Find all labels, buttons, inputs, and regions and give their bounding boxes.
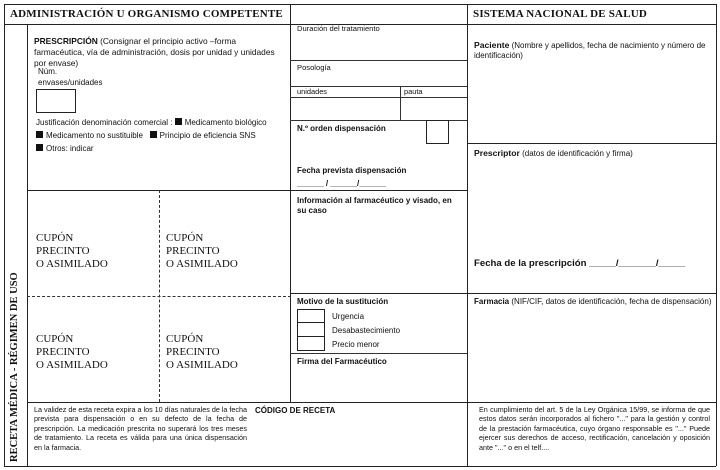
checkbox-eficiencia[interactable] (150, 131, 157, 138)
expected-date-blank[interactable]: ______ / ______/______ (297, 179, 386, 188)
coupon-top-right: CUPÓN PRECINTO O ASIMILADO (166, 232, 238, 270)
num-label: Núm. (38, 67, 58, 76)
other-row (36, 144, 94, 154)
option-eficiencia: Principio de eficiencia SNS (159, 131, 256, 140)
prescription-date-row (474, 259, 685, 269)
patient-section (474, 40, 710, 61)
checkbox-no-sustituible[interactable] (36, 131, 43, 138)
prescription-section (34, 36, 286, 69)
dispensation-order-input[interactable] (426, 120, 449, 144)
envases-label: envases/unidades (38, 78, 103, 87)
prescriber-details: (datos de identificación y firma) (522, 149, 633, 158)
justification-label: Justificación denominación comercial : (36, 118, 173, 127)
prescription-code-label: CÓDIGO DE RECETA (255, 406, 336, 415)
checkbox-otros[interactable] (36, 144, 43, 151)
pharmacy-section (474, 297, 712, 307)
substitution-title: Motivo de la sustitución (297, 297, 389, 306)
validity-text: La validez de esta receta expira a los 10 días naturales de la fecha prevista para dispensación o en su defecto de la fecha de prescripción. La medicación prescrita no superará los tres meses de tratamiento. La receta es válida para una única dispensación en la farmacia. (34, 405, 247, 452)
reason-precio: Precio menor (332, 340, 380, 349)
option-biologico: Medicamento biológico (184, 118, 267, 127)
prescriber-title: Prescriptor (474, 148, 520, 158)
checkbox-biologico[interactable] (175, 118, 182, 125)
reason-desabastecimiento: Desabastecimiento (332, 326, 401, 335)
coupon-top-left: CUPÓN PRECINTO O ASIMILADO (36, 232, 108, 270)
header-right-title: SISTEMA NACIONAL DE SALUD (473, 8, 648, 20)
coupon-bottom-right: CUPÓN PRECINTO O ASIMILADO (166, 333, 238, 371)
patient-title: Paciente (474, 40, 510, 50)
coupon-bottom-left: CUPÓN PRECINTO O ASIMILADO (36, 333, 108, 371)
units-label: unidades (297, 87, 327, 96)
privacy-text: En cumplimiento del art. 5 de la Ley Orgánica 15/99, se informa de que estos datos serán incorporados al fichero "..." para la gestión y control de la prestación farmacéutica, cuyo órgano responsable es "..." Puede ejercer sus derechos de acceso, rectificación, cancelación y oposición ante "..." o en el telf.... (479, 405, 710, 452)
side-label: RECETA MÉDICA - RÉGIMEN DE USO (9, 272, 20, 462)
prescription-instructions: (Consignar el principio activo –forma farmacéutica, vía de administración, dosis por unidad y unidades por envase) (34, 36, 275, 68)
options-row (36, 131, 256, 141)
substitution-checkbox-urgencia[interactable] (297, 309, 325, 323)
duration-label: Duración del tratamiento (297, 24, 380, 33)
pattern-label: pauta (404, 87, 423, 96)
reason-urgencia: Urgencia (332, 312, 365, 321)
expected-date-label: Fecha prevista dispensación (297, 166, 407, 175)
substitution-checkbox-desabastecimiento[interactable] (297, 323, 325, 337)
posology-label: Posología (297, 63, 331, 72)
prescription-date-label: Fecha de la prescripción (474, 258, 587, 269)
prescription-title: PRESCRIPCIÓN (34, 36, 98, 46)
envases-input[interactable] (36, 89, 76, 113)
prescriber-section (474, 148, 710, 159)
dispensation-order-label: N.º orden dispensación (297, 124, 386, 133)
pharmacy-title: Farmacia (474, 297, 510, 306)
justification-row (36, 118, 267, 128)
header-left-title: ADMINISTRACIÓN U ORGANISMO COMPETENTE (10, 8, 283, 20)
pharmacist-signature-label: Firma del Farmacéutico (297, 357, 387, 366)
substitution-checkbox-precio[interactable] (297, 337, 325, 351)
option-no-sustituible: Medicamento no sustituible (46, 131, 143, 140)
pharmacy-details: (NIF/CIF, datos de identificación, fecha de dispensación) (511, 297, 712, 306)
pharmacist-info-label: Información al farmacéutico y visado, en su caso (297, 196, 452, 215)
option-otros: Otros: indicar (46, 144, 94, 153)
patient-details: (Nombre y apellidos, fecha de nacimiento y número de identificación) (474, 41, 706, 60)
prescription-date-blank[interactable]: _____/_______/_____ (589, 258, 686, 269)
